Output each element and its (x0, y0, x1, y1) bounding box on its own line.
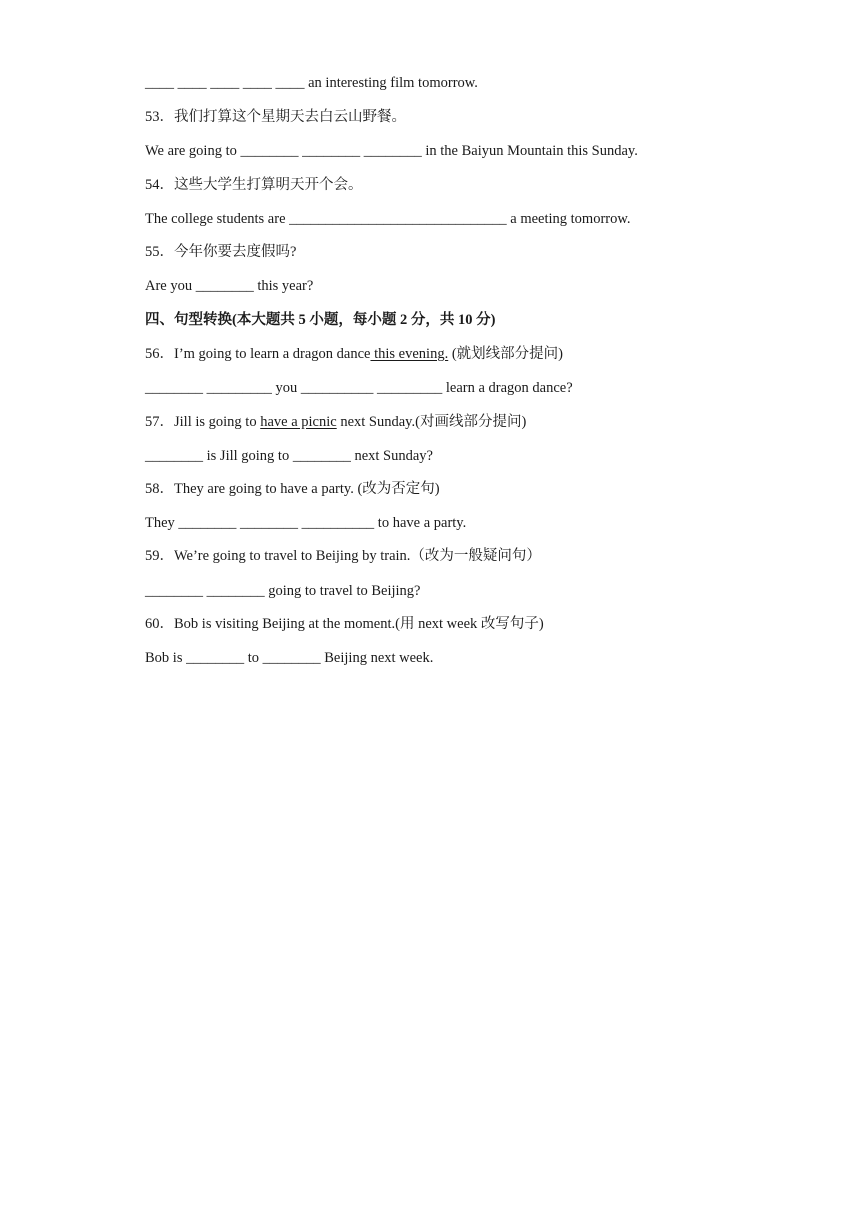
question-text: 58．They are going to have a party. (改为否定句) (145, 481, 440, 497)
line-text: ____ ____ ____ ____ ____ an interesting film tomorrow. (145, 75, 478, 91)
question-text: 59．We’re going to travel to Beijing by train.（改为一般疑问句） (145, 548, 541, 564)
section-heading (145, 311, 495, 329)
answer-line-57 (145, 447, 433, 465)
line-text: Are you ________ this year? (145, 278, 314, 294)
line-text: The college students are ______________________________ a meeting tomorrow. (145, 211, 631, 227)
answer-line-56 (145, 379, 573, 397)
instruction-text: next Sunday.(对画线部分提问) (336, 414, 527, 430)
question-55 (145, 243, 296, 261)
question-56 (145, 345, 563, 363)
question-57 (145, 413, 526, 431)
question-text: 60．Bob is visiting Beijing at the moment.(用 next week 改写句子) (145, 616, 544, 632)
question-59 (145, 547, 541, 565)
question-text: 53．我们打算这个星期天去白云山野餐。 (145, 109, 406, 125)
answer-line-59 (145, 582, 420, 600)
answer-line-60 (145, 649, 433, 667)
answer-line-53 (145, 142, 638, 160)
answer-line-54 (145, 210, 631, 228)
line-text: ________ ________ going to travel to Beijing? (145, 583, 421, 599)
underlined-text: have a picnic (260, 414, 337, 430)
line-text: ________ _________ you __________ _________ learn a dragon dance? (145, 380, 573, 396)
instruction-text: (就划线部分提问) (448, 346, 564, 362)
answer-line-55 (145, 277, 313, 295)
answer-line-58 (145, 514, 466, 532)
section-title: 四、句型转换(本大题共 5 小题，每小题 2 分，共 10 分) (145, 312, 496, 328)
line-text: ________ is Jill going to ________ next Sunday? (145, 448, 433, 464)
question-text: 55．今年你要去度假吗? (145, 244, 297, 260)
question-58 (145, 480, 440, 498)
question-54 (145, 176, 363, 194)
question-60 (145, 615, 544, 633)
question-text: 57．Jill is going to (145, 414, 261, 430)
question-text: 54．这些大学生打算明天开个会。 (145, 177, 363, 193)
line-text: They ________ ________ __________ to have a party. (145, 515, 467, 531)
question-53 (145, 108, 406, 126)
answer-line-52 (145, 74, 478, 92)
line-text: Bob is ________ to ________ Beijing next week. (145, 650, 434, 666)
question-text: 56．I’m going to learn a dragon dance (145, 346, 371, 362)
underlined-text: this evening. (370, 346, 449, 362)
line-text: We are going to ________ ________ ________ in the Baiyun Mountain this Sunday. (145, 143, 638, 159)
